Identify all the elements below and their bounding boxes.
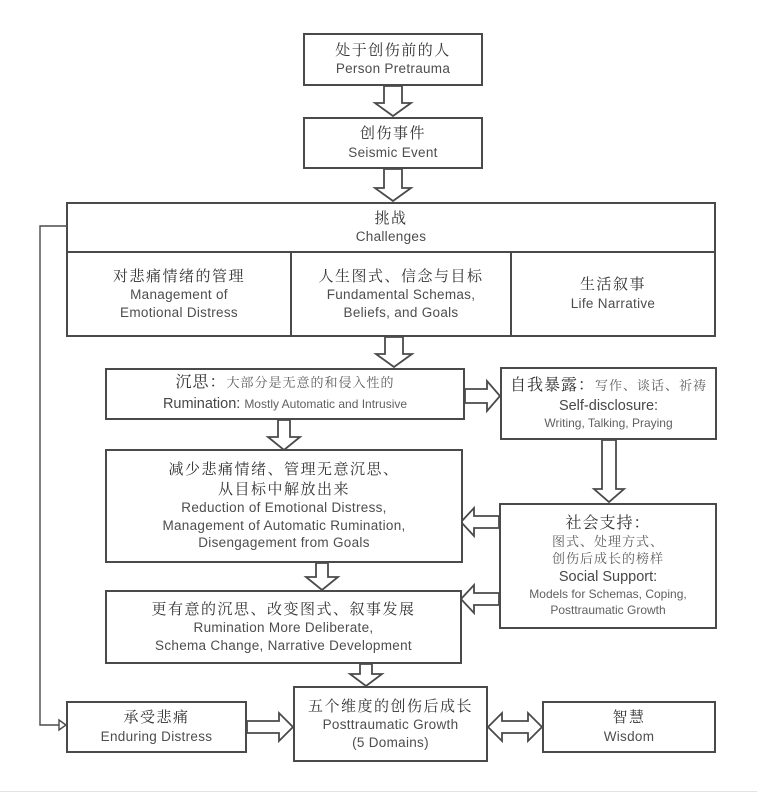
node-label-en: Schema Change, Narrative Development xyxy=(155,637,412,653)
arrow-rumination-to-reduction-icon xyxy=(268,420,300,450)
challenges-header xyxy=(68,204,714,253)
box-pretrauma xyxy=(303,33,483,86)
node-label-cn: 从目标中解放出来 xyxy=(217,480,350,498)
node-label-cn: 智慧 xyxy=(612,709,646,727)
node-label-en: Posttraumatic Growth xyxy=(550,602,666,617)
node-label-en: Self-disclosure: xyxy=(558,397,659,414)
node-label-en: Fundamental Schemas, xyxy=(326,287,476,303)
node-label-en: Seismic Event xyxy=(348,144,438,160)
node-label-cn-rest: 写作、谈话、祈祷 xyxy=(595,377,708,393)
box-disclosure xyxy=(500,367,717,440)
arrow-seismic-to-challenges-icon xyxy=(375,169,411,201)
box-enduring xyxy=(66,701,247,753)
node-label-en: (5 Domains) xyxy=(352,734,429,750)
node-label-en: Life Narrative xyxy=(570,295,656,311)
arrow-deliberate-to-ptg-icon xyxy=(350,664,382,686)
node-label-en: Writing, Talking, Praying xyxy=(544,415,673,430)
arrowhead-challenges-to-enduring-icon xyxy=(59,720,66,730)
arrow-support-to-deliberate-icon xyxy=(461,585,499,613)
node-label-en-rest: Mostly Automatic and Intrusive xyxy=(244,397,408,411)
node-label-cn: 人生图式、信念与目标 xyxy=(318,267,484,285)
arrow-reduction-to-deliberate-icon xyxy=(306,563,338,590)
node-label-en: Wisdom xyxy=(603,728,655,744)
node-label-en xyxy=(163,394,407,415)
node-label-en: Reduction of Emotional Distress, xyxy=(181,500,387,516)
node-label-cn: 图式、处理方式、 xyxy=(551,534,664,550)
cell-schemas xyxy=(292,253,512,335)
box-support xyxy=(499,503,717,629)
box-rumination xyxy=(105,368,465,420)
arrow-disclosure-to-support-icon xyxy=(594,440,624,502)
node-label-cn-strong: 自我暴露： xyxy=(509,376,595,394)
arrow-challenges-to-rumination-icon xyxy=(376,337,412,367)
node-label-en: Person Pretrauma xyxy=(335,61,451,77)
node-label-cn: 对悲痛情绪的管理 xyxy=(112,267,245,285)
line-challenges-to-enduring xyxy=(40,226,66,725)
node-label-cn-rest: 大部分是无意的和侵入性的 xyxy=(226,375,395,391)
node-label-cn-strong: 沉思： xyxy=(175,374,227,392)
node-label-cn: 更有意的沉思、改变图式、叙事发展 xyxy=(151,600,416,618)
node-label-en: Management of Automatic Rumination, xyxy=(162,517,406,533)
box-ptg xyxy=(293,686,488,762)
arrow-ptg-wisdom-double-icon xyxy=(488,713,542,741)
node-label-en: Rumination More Deliberate, xyxy=(193,620,374,636)
box-wisdom xyxy=(542,701,716,753)
node-label-en: Enduring Distress xyxy=(100,728,213,744)
node-label-cn: 减少悲痛情绪、管理无意沉思、 xyxy=(168,461,400,479)
node-label-cn: 处于创伤前的人 xyxy=(335,41,451,59)
arrow-rumination-to-disclosure-icon xyxy=(465,381,500,411)
node-label-cn xyxy=(175,373,394,394)
node-label-cn xyxy=(510,376,707,397)
node-label-en: Management of xyxy=(130,287,228,303)
node-label-cn: 五个维度的创伤后成长 xyxy=(307,697,473,715)
node-label-cn: 生活叙事 xyxy=(579,276,646,294)
box-seismic xyxy=(303,117,483,169)
node-label-cn: 承受悲痛 xyxy=(123,709,190,727)
node-label-en: Models for Schemas, Coping, xyxy=(529,587,687,602)
arrow-pretrauma-to-seismic-icon xyxy=(375,86,411,116)
arrow-enduring-to-ptg-icon xyxy=(247,713,293,741)
cell-narrative xyxy=(512,253,714,335)
node-label-cn: 挑战 xyxy=(374,209,408,227)
node-label-en: Emotional Distress xyxy=(120,304,238,320)
node-label-en-strong: Rumination: xyxy=(162,396,241,412)
challenges-row xyxy=(68,253,714,335)
cell-management xyxy=(68,253,292,335)
node-label-en: Disengagement from Goals xyxy=(198,535,370,551)
node-label-cn-strong: 社会支持： xyxy=(565,514,651,532)
node-label-cn: 创伤事件 xyxy=(359,125,426,143)
box-reduction xyxy=(105,449,463,563)
node-label-en: Posttraumatic Growth xyxy=(322,717,459,733)
node-label-en: Beliefs, and Goals xyxy=(343,304,459,320)
node-label-en: Challenges xyxy=(355,229,427,245)
node-label-en-strong: Social Support: xyxy=(558,569,658,586)
node-label-cn: 创伤后成长的榜样 xyxy=(551,551,664,567)
box-challenges xyxy=(66,202,716,337)
arrow-support-to-reduction-icon xyxy=(461,508,499,536)
box-deliberate xyxy=(105,590,462,664)
